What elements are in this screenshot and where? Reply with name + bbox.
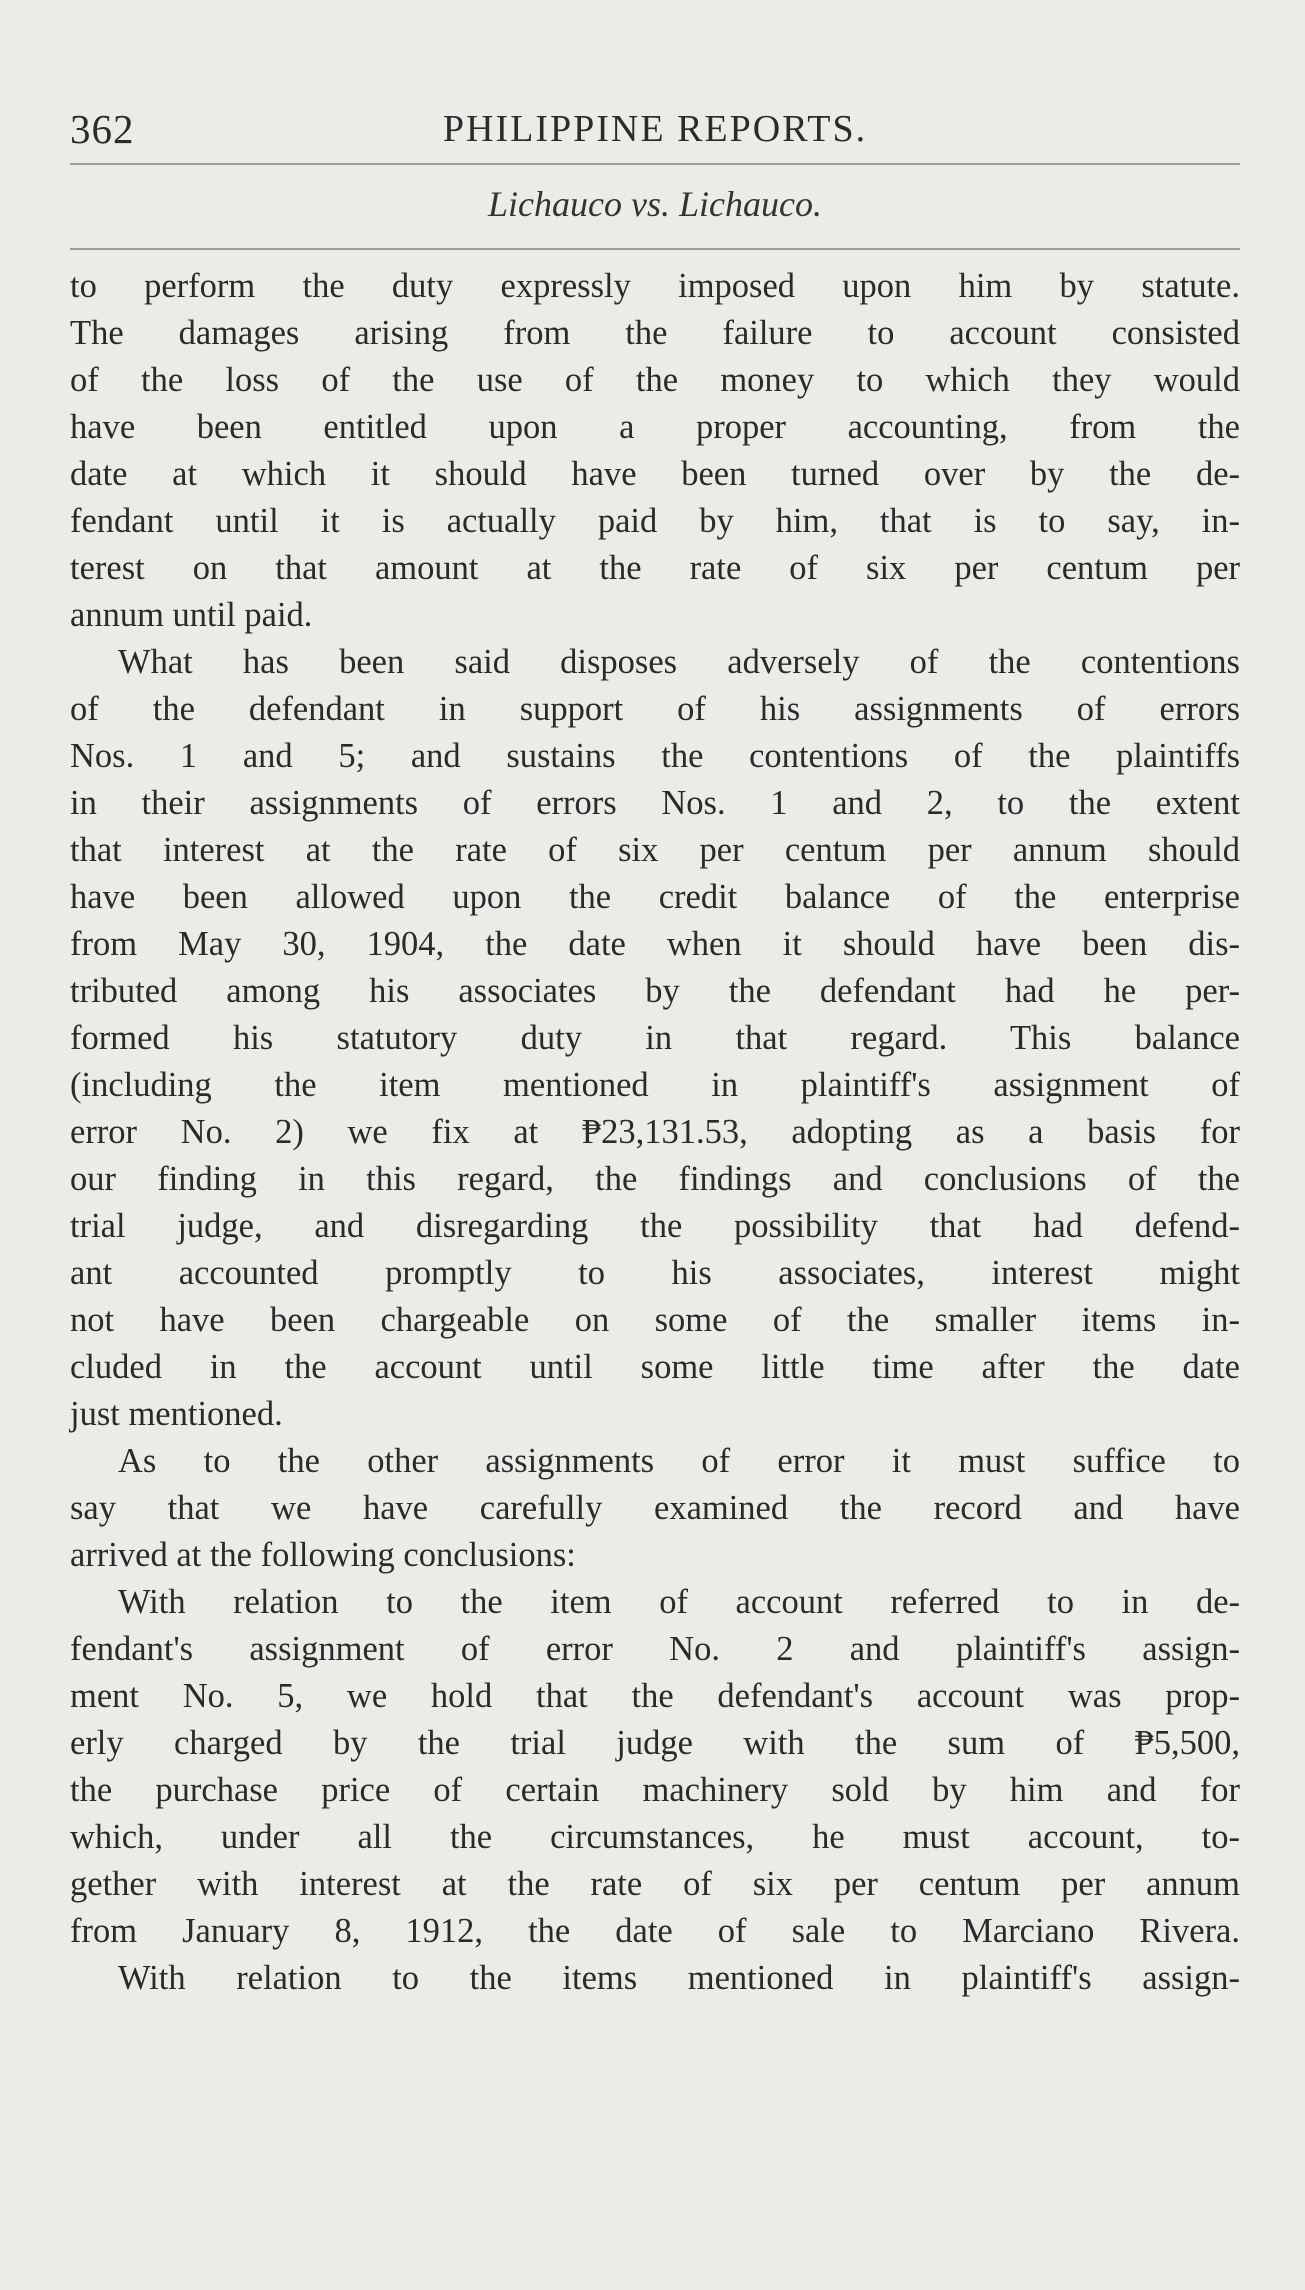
text-line: annum until paid. [70, 596, 313, 634]
text-line: which, under all the circumstances, he must account, to- [70, 1818, 1240, 1856]
header-rule-bottom [70, 248, 1240, 250]
text-line: from January 8, 1912, the date of sale to Marciano Rivera. [70, 1912, 1240, 1950]
text-line: (including the item mentioned in plaintiff's assignment of [70, 1066, 1240, 1104]
running-head: PHILIPPINE REPORTS. [442, 108, 868, 150]
text-line: formed his statutory duty in that regard. This balance [70, 1019, 1240, 1057]
text-line: With relation to the items mentioned in plaintiff's assign- [118, 1959, 1240, 1997]
text-line: With relation to the item of account referred to in de- [118, 1583, 1240, 1621]
text-line: The damages arising from the failure to account consisted [70, 314, 1240, 352]
text-line: to perform the duty expressly imposed upon him by statute. [70, 267, 1240, 305]
text-line: that interest at the rate of six per centum per annum should [70, 831, 1240, 869]
page-number: 362 [70, 106, 135, 152]
body-text [70, 263, 1240, 2002]
text-line: say that we have carefully examined the record and have [70, 1489, 1240, 1527]
text-line: What has been said disposes adversely of the contentions [118, 643, 1240, 681]
case-title: Lichauco vs. Lichauco. [488, 184, 822, 224]
text-line: fendant until it is actually paid by him, that is to say, in- [70, 502, 1240, 540]
text-line: just mentioned. [70, 1395, 283, 1433]
text-line: ant accounted promptly to his associates, interest might [70, 1254, 1240, 1292]
text-line: As to the other assignments of error it must suffice to [118, 1442, 1240, 1480]
text-line: terest on that amount at the rate of six per centum per [70, 549, 1240, 587]
text-line: in their assignments of errors Nos. 1 and 2, to the extent [70, 784, 1240, 822]
text-line: gether with interest at the rate of six per centum per annum [70, 1865, 1240, 1903]
page-header [70, 105, 1240, 165]
text-line: trial judge, and disregarding the possibility that had defend- [70, 1207, 1240, 1245]
text-line: error No. 2) we fix at ₱23,131.53, adopting as a basis for [70, 1113, 1240, 1151]
text-line: fendant's assignment of error No. 2 and plaintiff's assign- [70, 1630, 1240, 1668]
text-line: arrived at the following conclusions: [70, 1536, 576, 1574]
text-line: ment No. 5, we hold that the defendant's account was prop- [70, 1677, 1240, 1715]
text-line: the purchase price of certain machinery sold by him and for [70, 1771, 1240, 1809]
text-line: have been entitled upon a proper accounting, from the [70, 408, 1240, 446]
text-line: date at which it should have been turned over by the de- [70, 455, 1240, 493]
text-line: of the loss of the use of the money to which they would [70, 361, 1240, 399]
text-line: our finding in this regard, the findings and conclusions of the [70, 1160, 1240, 1198]
text-line: tributed among his associates by the defendant had he per- [70, 972, 1240, 1010]
text-line: Nos. 1 and 5; and sustains the contentions of the plaintiffs [70, 737, 1240, 775]
text-line: erly charged by the trial judge with the sum of ₱5,500, [70, 1724, 1240, 1762]
text-line: cluded in the account until some little time after the date [70, 1348, 1240, 1386]
text-line: have been allowed upon the credit balance of the enterprise [70, 878, 1240, 916]
text-line: of the defendant in support of his assignments of errors [70, 690, 1240, 728]
text-line: not have been chargeable on some of the smaller items in- [70, 1301, 1240, 1339]
text-line: from May 30, 1904, the date when it should have been dis- [70, 925, 1240, 963]
header-rule-top [70, 163, 1240, 165]
